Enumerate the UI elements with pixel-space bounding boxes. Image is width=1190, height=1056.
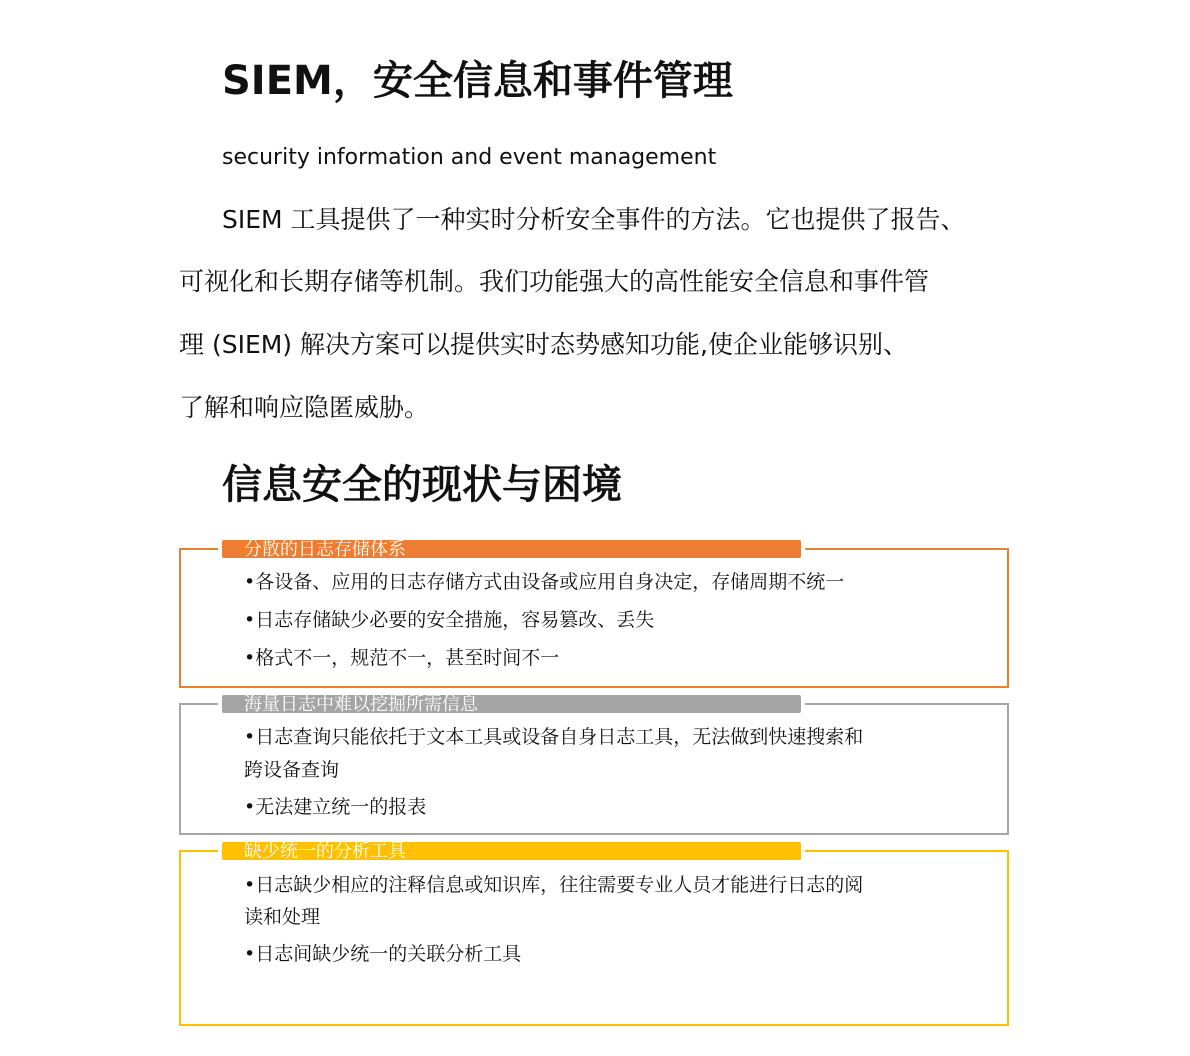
paragraph-line: 可视化和长期存储等机制。我们功能强大的高性能安全信息和事件管 [179,267,930,296]
bullet-item: 读和处理 [244,906,321,928]
paragraph-line: SIEM 工具提供了一种实时分析安全事件的方法。它也提供了报告、 [222,205,966,234]
paragraph-line: 理 (SIEM) 解决方案可以提供实时态势感知功能,使企业能够识别、 [179,330,908,359]
bullet-item: •日志缺少相应的注释信息或知识库，往往需要专业人员才能进行日志的阅 [244,874,864,896]
box-label-no-analysis-tool: 缺少统一的分析工具 [222,842,801,860]
status-heading: 信息安全的现状与困境 [222,462,622,508]
bullet-item: •日志存储缺少必要的安全措施，容易篡改、丢失 [244,609,655,631]
box-label-hard-to-mine: 海量日志中难以挖掘所需信息 [222,695,801,713]
bullet-item: 跨设备查询 [244,759,340,781]
bullet-item: •无法建立统一的报表 [244,796,427,818]
bullet-item: •各设备、应用的日志存储方式由设备或应用自身决定，存储周期不统一 [244,571,845,593]
bullet-item: •日志查询只能依托于文本工具或设备自身日志工具，无法做到快速搜索和 [244,726,864,748]
bullet-item: •格式不一，规范不一，甚至时间不一 [244,647,560,669]
siem-heading: SIEM，安全信息和事件管理 [222,58,733,104]
box-label-scattered-storage: 分散的日志存储体系 [222,540,801,558]
paragraph-line: 了解和响应隐匿威胁。 [179,393,430,422]
subtitle: security information and event management [222,145,717,170]
bullet-item: •日志间缺少统一的关联分析工具 [244,943,522,965]
